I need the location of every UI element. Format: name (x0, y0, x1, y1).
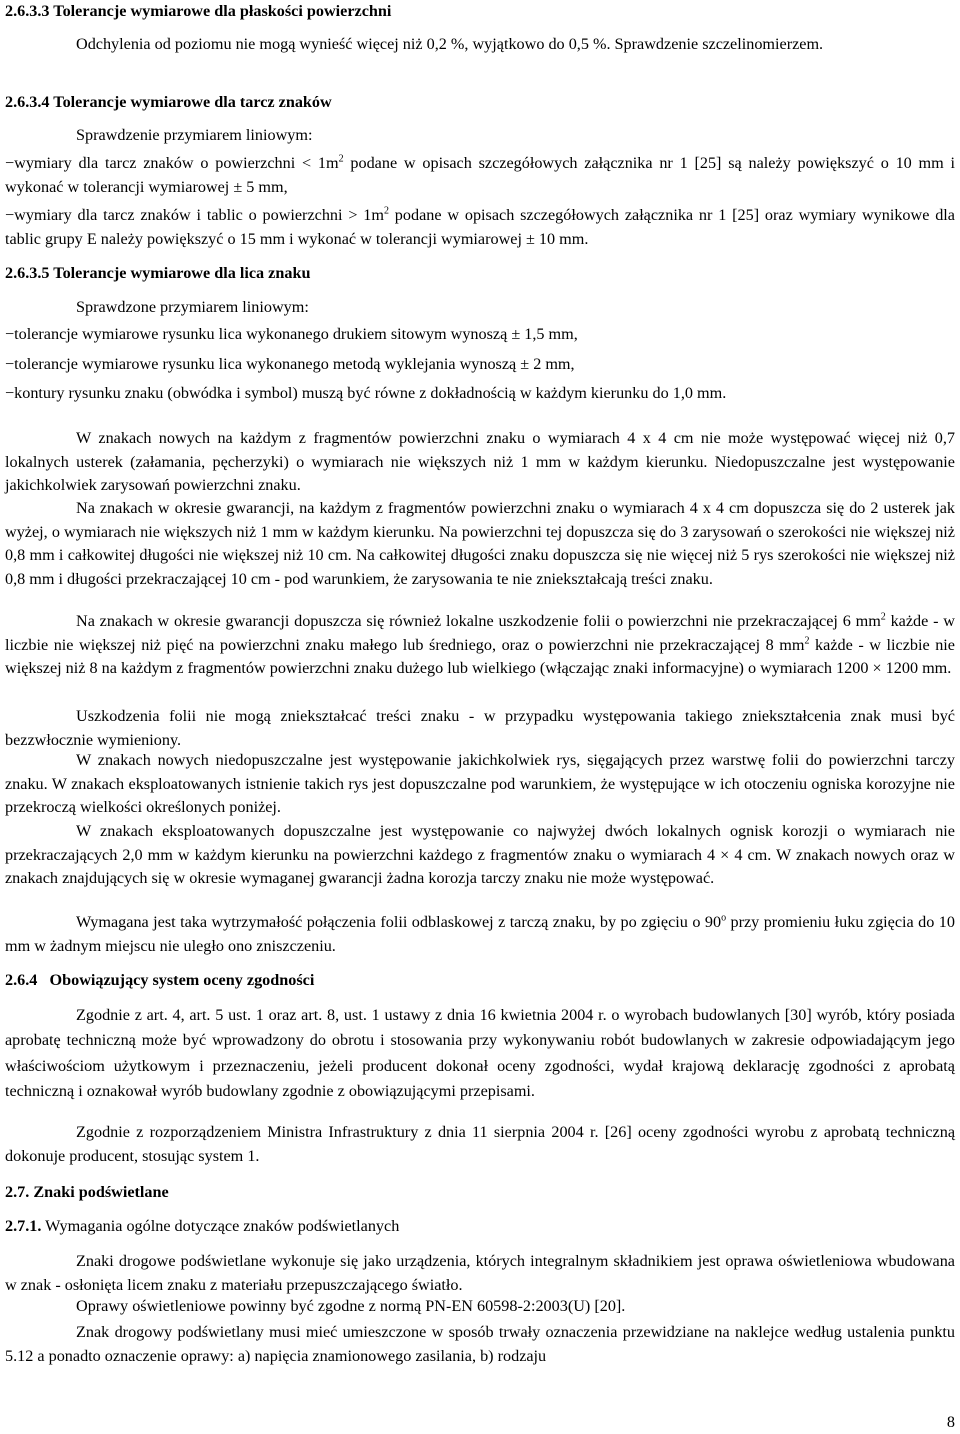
paragraph-corrosion: W znakach eksploatowanych dopuszczalne jest występowanie co najwyżej dwóch lokalnych ognisk korozji o wymiarach nie przekraczających 2,0 mm w każdym kierunku na powierzchni każdego z fragmentów znaku o wymiarach 4 × 4 cm. W znakach nowych oraz w znakach znajdujących się w okresie wymaganej gwarancji żadna korozja tarczy znaku nie może występować. (5, 822, 955, 888)
section-264-heading: 2.6.4 Obowiązujący system oceny zgodności (5, 971, 315, 989)
superscript: o (721, 912, 727, 924)
section-2635-item-1: −tolerancje wymiarowe rysunku lica wykonanego drukiem sitowym wynoszą ± 1,5 mm, (5, 325, 578, 343)
section-271-heading (5, 1215, 955, 1239)
section-2635-intro: Sprawdzone przymiarem liniowym: (76, 298, 309, 316)
section-2634-heading: 2.6.3.4 Tolerancje wymiarowe dla tarcz znaków (5, 93, 332, 111)
superscript: 2 (383, 205, 389, 217)
section-264-paragraph-2: Zgodnie z rozporządzeniem Ministra Infrastruktury z dnia 11 sierpnia 2004 r. [26] oceny zgodności wyrobu z aprobatą techniczną dokonuje producent, stosując system 1. (5, 1123, 955, 1165)
item-text: −wymiary dla tarcz znaków i tablic o powierzchni > 1m (5, 206, 384, 224)
superscript: 2 (804, 635, 810, 647)
paragraph-warranty-defects: Na znakach w okresie gwarancji, na każdym z fragmentów powierzchni znaku o wymiarach 4 x 4 cm dopuszcza się do 2 usterek jak wyżej, o wymiarach nie większych niż 1 mm w każdym kierunku. Na powierzchni tej dopuszcza się do 3 zarysowań o szerokości nie większej niż 0,8 mm i całkowitej długości nie większej niż 10 cm. Na całkowitej długości znaku dopuszcza się nie więcej niż 5 rys szerokości nie większej niż 0,8 mm i długości przekraczającej 10 cm - pod warunkiem, że zarysowania te nie zniekształcają treści znaku. (5, 499, 955, 588)
section-2634-item-1 (5, 152, 955, 199)
paragraph-foil-replacement: Uszkodzenia folii nie mogą zniekształcać treści znaku - w przypadku występowania takiego zniekształcenia znak musi być bezzwłocznie wymieniony. (5, 707, 955, 749)
paragraph-text: Wymagana jest taka wytrzymałość połączenia folii odblaskowej z tarczą znaku, by po zgięciu o 90 (76, 913, 722, 931)
paragraph-adhesion (5, 911, 955, 958)
item-text: podane w opisach szczegółowych załącznika nr 1 [25] oraz wymiary wynikowe dla tablic grupy E należy powiększyć o 15 mm i wykonać w tolerancji wymiarowej ± 10 mm. (5, 206, 955, 248)
page-number: 8 (946, 1413, 955, 1431)
paragraph-text: Na znakach w okresie gwarancji dopuszcza się również lokalne uszkodzenie folii o powierzchni nie przekraczającej 6 mm (76, 612, 881, 630)
section-2633-heading: 2.6.3.3 Tolerancje wymiarowe dla płaskości powierzchni (5, 2, 392, 20)
item-text: −wymiary dla tarcz znaków o powierzchni < 1m (5, 154, 339, 172)
section-2634-intro: Sprawdzenie przymiarem liniowym: (76, 126, 313, 144)
section-2635-item-3: −kontury rysunku znaku (obwódka i symbol) muszą być równe z dokładnością w każdym kierunku do 1,0 mm. (5, 384, 727, 402)
paragraph-foil-damage (5, 610, 955, 681)
section-2635-item-2: −tolerancje wymiarowe rysunku lica wykonanego metodą wyklejania wynoszą ± 2 mm, (5, 355, 575, 373)
section-271-paragraph-1: Znaki drogowe podświetlane wykonuje się jako urządzenia, których integralnym składnikiem jest oprawa oświetleniowa wbudowana w znak - osłonięta licem znaku z materiału przepuszczającego światło. (5, 1252, 955, 1294)
section-title: Wymagania ogólne dotyczące znaków podświetlanych (41, 1217, 400, 1235)
paragraph-text: każde - w liczbie nie większej niż 8 na każdym z fragmentów powierzchni znaku dużego lub wielkiego (włączając znaki informacyjne) o wymiarach 1200 × 1200 mm. (5, 635, 955, 678)
paragraph-text: każde - w liczbie nie większej niż pięć na powierzchni znaku małego lub średniego, oraz o powierzchni nie przekraczającej 8 mm (5, 612, 955, 654)
section-number: 2.7.1. (5, 1217, 42, 1235)
section-2635-heading: 2.6.3.5 Tolerancje wymiarowe dla lica znaku (5, 264, 311, 282)
section-2634-item-2 (5, 204, 955, 251)
section-2633-paragraph: Odchylenia od poziomu nie mogą wynieść więcej niż 0,2 %, wyjątkowo do 0,5 %. Sprawdzenie szczelinomierzem. (76, 35, 824, 53)
section-27-heading: 2.7. Znaki podświetlane (5, 1183, 169, 1201)
section-271-paragraph-2: Oprawy oświetleniowe powinny być zgodne z normą PN-EN 60598-2:2003(U) [20]. (76, 1297, 626, 1315)
section-271-paragraph-3: Znak drogowy podświetlany musi mieć umieszczone w sposób trwały oznaczenia przewidziane na naklejce według ustalenia punktu 5.12 a ponadto oznaczenie oprawy: a) napięcia znamionowego zasilania, b) rodzaju (5, 1323, 955, 1365)
section-264-paragraph-1: Zgodnie z art. 4, art. 5 ust. 1 oraz art. 8, ust. 1 ustawy z dnia 16 kwietnia 2004 r. o wyrobach budowlanych [30] wyrób, który posiada aprobatę techniczną może być wprowadzony do obrotu i stosowania przy wykonywaniu robót budowlanych w zakresie odpowiadającym jego właściwościom użytkowym i przeznaczeniu, jeżeli producent dokonał oceny zgodności, wydał krajową deklarację zgodności z aprobatą techniczną i oznakował wyrób budowlany zgodnie z obowiązującymi przepisami. (5, 1006, 955, 1100)
item-text: podane w opisach szczegółowych załącznika nr 1 [25] są należy powiększyć o 10 mm i wykonać w tolerancji wymiarowej ± 5 mm, (5, 154, 955, 196)
paragraph-text: przy promieniu łuku zgięcia do 10 mm w żadnym miejscu nie uległo ono zniszczeniu. (5, 913, 955, 955)
superscript: 2 (338, 153, 344, 165)
paragraph-scratches: W znakach nowych niedopuszczalne jest występowanie jakichkolwiek rys, sięgających przez warstwę folii do powierzchni tarczy znaku. W znakach eksploatowanych istnienie takich rys jest dopuszczalne pod warunkiem, że występujące w ich otoczeniu ogniska korozyjne nie przekroczą wielkości określonych poniżej. (5, 751, 955, 817)
superscript: 2 (880, 611, 886, 623)
paragraph-new-signs-defects: W znakach nowych na każdym z fragmentów powierzchni znaku o wymiarach 4 x 4 cm nie może występować więcej niż 0,7 lokalnych usterek (załamania, pęcherzyki) o wymiarach nie większych niż 1 mm w każdym kierunku. Niedopuszczalne jest występowanie jakichkolwiek zarysowań powierzchni znaku. (5, 429, 955, 495)
